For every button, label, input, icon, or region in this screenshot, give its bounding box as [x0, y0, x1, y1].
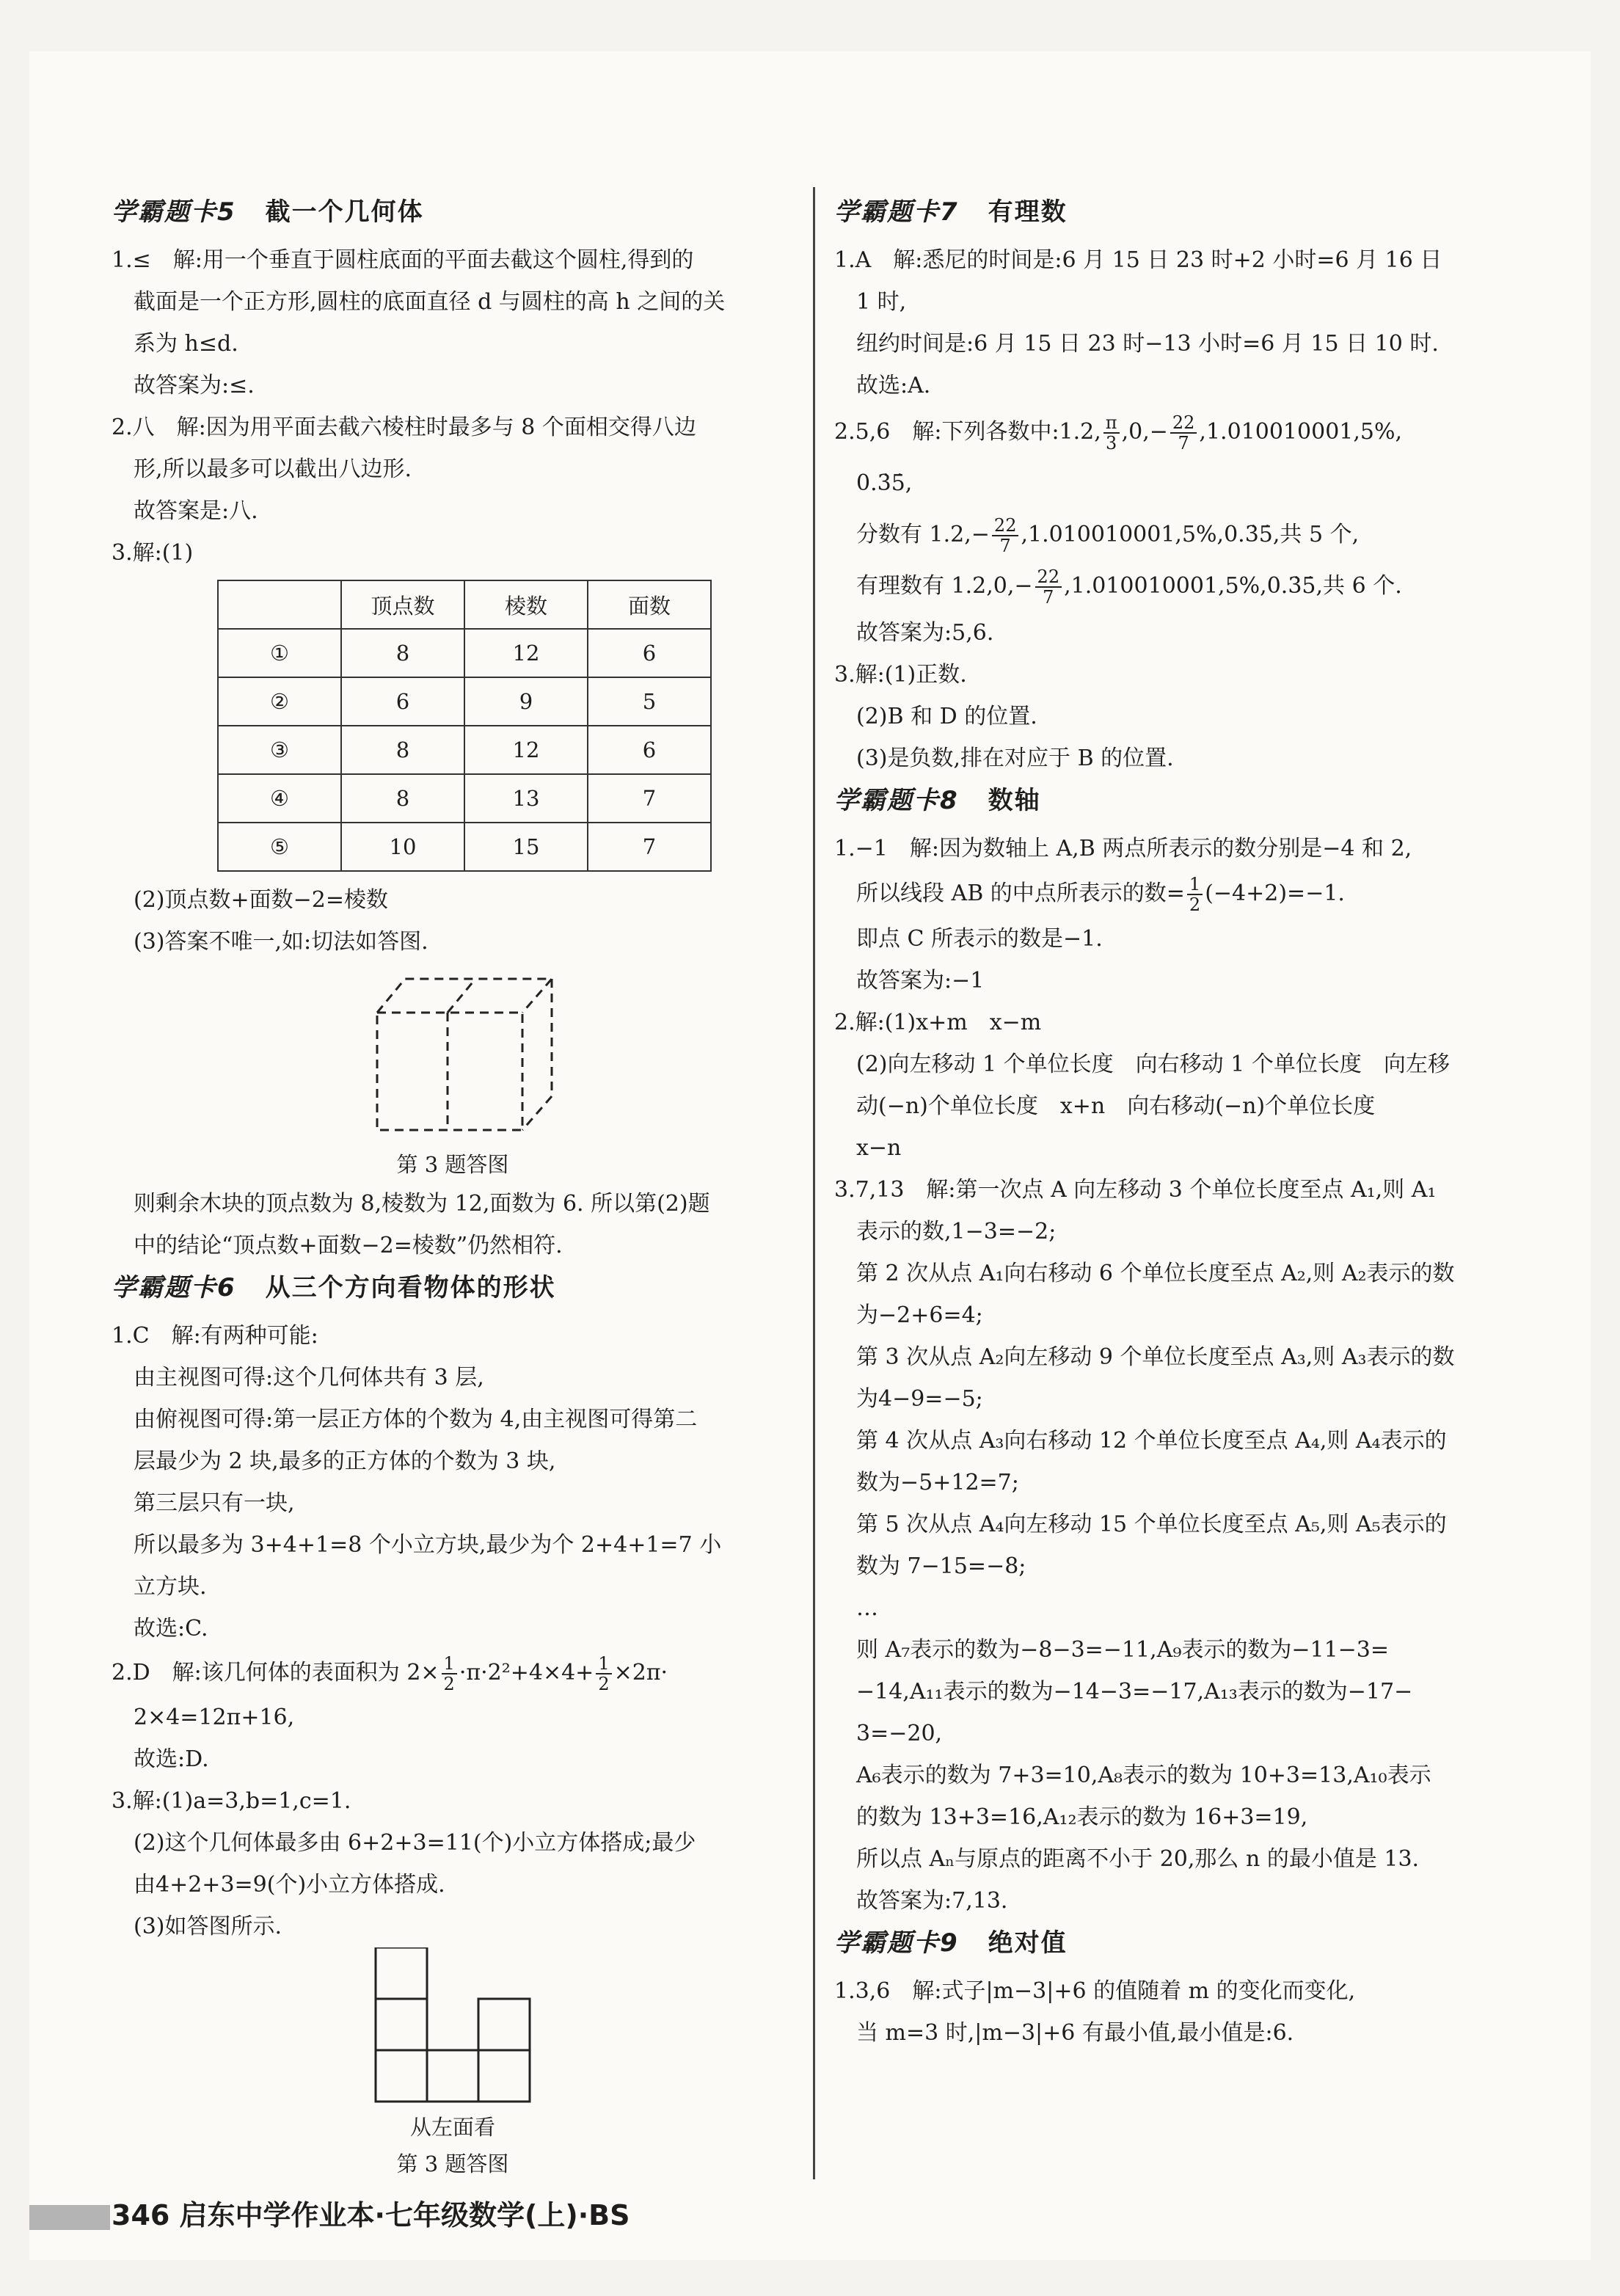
text-line: 纽约时间是:6 月 15 日 23 时−13 小时=6 月 15 日 10 时.: [856, 331, 1439, 357]
table-cell: 5: [588, 677, 711, 726]
text-line: 1.3,6 解:式子|m−3|+6 的值随着 m 的变化而变化,: [834, 1978, 1356, 2004]
text-line: 第 5 次从点 A₄向左移动 15 个单位长度至点 A₅,则 A₅表示的: [856, 1512, 1447, 1537]
table-cell: ①: [218, 629, 341, 677]
page: [29, 51, 1591, 2260]
table-row: [218, 823, 711, 871]
text-line: 形,所以最多可以截出八边形.: [134, 456, 412, 482]
text-line: 故答案为:5,6.: [856, 620, 994, 646]
table-cell: ②: [218, 677, 341, 726]
figure-caption: 第 3 题答图: [396, 2151, 509, 2176]
cube-cut-diagram: [112, 963, 794, 1146]
section-title-6: 学霸题卡6 从三个方向看物体的形状: [112, 1273, 556, 1302]
text-line: 2.D 解:该几何体的表面积为 2× $\frac{1}{2}$ ·π·2²+4×4+ $\frac{1}{2}$ ×2π·: [112, 1653, 668, 1694]
text-line: 由4+2+3=9(个)小立方体搭成.: [134, 1872, 445, 1898]
table-cell: 棱数: [464, 580, 588, 629]
text-line: 2.解:(1)x+m x−m: [834, 1010, 1042, 1035]
text-line: 所以线段 AB 的中点所表示的数= $\frac{1}{2}$ (−4+2)=−1.: [856, 874, 1345, 915]
text-line: 系为 h≤d.: [134, 331, 238, 357]
text-line: A₆表示的数为 7+3=10,A₈表示的数为 10+3=13,A₁₀表示: [856, 1763, 1431, 1788]
footer-bar: [29, 2205, 110, 2230]
text-line: 所以点 Aₙ与原点的距离不小于 20,那么 n 的最小值是 13.: [856, 1846, 1420, 1872]
table-cell: 7: [588, 823, 711, 871]
text-line: 第 2 次从点 A₁向右移动 6 个单位长度至点 A₂,则 A₂表示的数: [856, 1261, 1455, 1286]
text-line: 所以最多为 3+4+1=8 个小立方块,最少为个 2+4+1=7 小: [134, 1532, 722, 1558]
table-cell: 15: [464, 823, 588, 871]
table-cell: [218, 580, 341, 629]
table-row: [218, 774, 711, 823]
text-line: …: [856, 1595, 878, 1621]
text-line: 故选:C.: [134, 1616, 208, 1641]
fraction: $\frac{\pi}{3}$: [1103, 413, 1120, 453]
fraction: $\frac{22}{7}$: [1170, 413, 1197, 453]
table-cell: 面数: [588, 580, 711, 629]
text-line: 动(−n)个单位长度 x+n 向右移动(−n)个单位长度: [856, 1093, 1376, 1119]
answer-table: [217, 580, 712, 872]
text-line: 故答案为:7,13.: [856, 1888, 1008, 1914]
text-line: 1.≤ 解:用一个垂直于圆柱底面的平面去截这个圆柱,得到的: [112, 247, 694, 273]
fraction: $\frac{22}{7}$: [1035, 567, 1062, 607]
text-line: 2.八 解:因为用平面去截六棱柱时最多与 8 个面相交得八边: [112, 415, 696, 440]
left-column: [112, 191, 794, 2182]
text-line: 当 m=3 时,|m−3|+6 有最小值,最小值是:6.: [856, 2020, 1294, 2046]
page-footer: 346 启东中学作业本·七年级数学(上)·BS: [112, 2199, 630, 2231]
text-line: 3=−20,: [856, 1721, 943, 1746]
table-cell: 12: [464, 726, 588, 774]
column-divider: [813, 187, 815, 2179]
table-cell: 7: [588, 774, 711, 823]
section-title-5: 学霸题卡5 截一个几何体: [112, 197, 424, 227]
fraction: $\frac{1}{2}$: [596, 1654, 611, 1694]
text-line: 故选:D.: [134, 1746, 209, 1772]
text-line: 的数为 13+3=16,A₁₂表示的数为 16+3=19,: [856, 1804, 1308, 1830]
text-line: (2)这个几何体最多由 6+2+3=11(个)小立方体搭成;最少: [134, 1830, 696, 1856]
table-cell: 12: [464, 629, 588, 677]
table-cell: 8: [341, 629, 464, 677]
text-line: x−n: [856, 1135, 902, 1161]
text-line: −14,A₁₁表示的数为−14−3=−17,A₁₃表示的数为−17−: [856, 1679, 1413, 1705]
fraction: $\frac{1}{2}$: [1187, 875, 1203, 914]
table-cell: 9: [464, 677, 588, 726]
text-line: 1.−1 解:因为数轴上 A,B 两点所表示的数分别是−4 和 2,: [834, 836, 1412, 861]
table-cell: ③: [218, 726, 341, 774]
table-cell: ④: [218, 774, 341, 823]
figure-label: 从左面看: [409, 2115, 495, 2140]
text-line: 故选:A.: [856, 373, 931, 398]
text-line: 为4−9=−5;: [856, 1386, 983, 1412]
text-line: 1 时,: [856, 289, 907, 315]
figure-caption: 第 3 题答图: [396, 1152, 509, 1177]
text-line: 故答案是:八.: [134, 498, 258, 524]
text-line: 2.5,6 解:下列各数中:1.2, $\frac{\pi}{3}$ ,0,− $\frac{22}{7}$ ,1.010010001,5%,: [834, 412, 1403, 453]
text-line: 1.C 解:有两种可能:: [112, 1323, 318, 1349]
text-line: (2)顶点数+面数−2=棱数: [134, 887, 388, 913]
left-view-figure: [112, 1947, 794, 2109]
table-cell: 10: [341, 823, 464, 871]
text-line: 3.解:(1)a=3,b=1,c=1.: [112, 1788, 351, 1814]
text-line: 有理数有 1.2,0,− $\frac{22}{7}$ ,1.010010001,5%,0.3̇5̇,共 6 个.: [856, 566, 1402, 608]
left-view-grid: [112, 1947, 794, 2109]
text-line: (2)向左移动 1 个单位长度 向右移动 1 个单位长度 向左移: [856, 1052, 1450, 1077]
table-cell: 顶点数: [341, 580, 464, 629]
text-line: 则 A₇表示的数为−8−3=−11,A₉表示的数为−11−3=: [856, 1637, 1390, 1663]
table-row: [218, 726, 711, 774]
table-row: [218, 629, 711, 677]
cube-cut-figure: [112, 963, 794, 1146]
text-line: 故答案为:≤.: [134, 373, 255, 398]
text-line: 层最少为 2 块,最多的正方体的个数为 3 块,: [134, 1448, 556, 1474]
table-cell: 13: [464, 774, 588, 823]
section-title-7: 学霸题卡7 有理数: [834, 197, 1068, 227]
table-cell: 8: [341, 774, 464, 823]
text-line: 表示的数,1−3=−2;: [856, 1219, 1057, 1244]
table-cell: 6: [588, 629, 711, 677]
section-title-8: 学霸题卡8 数轴: [834, 786, 1041, 815]
text-line: 分数有 1.2,− $\frac{22}{7}$ ,1.010010001,5%,0.3̇5̇,共 5 个,: [856, 515, 1360, 556]
text-line: 截面是一个正方形,圆柱的底面直径 d 与圆柱的高 h 之间的关: [134, 289, 726, 315]
text-line: 则剩余木块的顶点数为 8,棱数为 12,面数为 6. 所以第(2)题: [134, 1191, 710, 1217]
text-line: 2×4=12π+16,: [134, 1705, 295, 1730]
fraction: $\frac{1}{2}$: [442, 1654, 457, 1694]
text-line: 第 3 次从点 A₂向左移动 9 个单位长度至点 A₃,则 A₃表示的数: [856, 1344, 1455, 1370]
text-line: 由主视图可得:这个几何体共有 3 层,: [134, 1365, 484, 1391]
text-line: 3.解:(1)正数.: [834, 662, 967, 688]
fraction: $\frac{22}{7}$: [992, 516, 1019, 555]
table-cell: 6: [341, 677, 464, 726]
text-line: 为−2+6=4;: [856, 1302, 983, 1328]
text-line: 3.解:(1): [112, 540, 194, 566]
text-line: 第 4 次从点 A₃向右移动 12 个单位长度至点 A₄,则 A₄表示的: [856, 1428, 1447, 1454]
text-line: 0.3̇5̇,: [856, 470, 913, 496]
text-line: 故答案为:−1: [856, 968, 985, 994]
text-line: (3)答案不唯一,如:切法如答图.: [134, 929, 428, 955]
text-line: 数为 7−15=−8;: [856, 1553, 1026, 1579]
table-cell: 8: [341, 726, 464, 774]
table-cell: ⑤: [218, 823, 341, 871]
text-line: 数为−5+12=7;: [856, 1470, 1019, 1495]
table-row: [218, 677, 711, 726]
text-line: 第三层只有一块,: [134, 1490, 295, 1516]
text-line: 3.7,13 解:第一次点 A 向左移动 3 个单位长度至点 A₁,则 A₁: [834, 1177, 1437, 1203]
text-line: (3)是负数,排在对应于 B 的位置.: [856, 746, 1174, 771]
text-line: (3)如答图所示.: [134, 1914, 282, 1939]
text-line: 由俯视图可得:第一层正方体的个数为 4,由主视图可得第二: [134, 1407, 698, 1432]
table-cell: 6: [588, 726, 711, 774]
text-line: 立方块.: [134, 1574, 207, 1600]
text-line: 中的结论“顶点数+面数−2=棱数”仍然相符.: [134, 1233, 563, 1258]
text-line: 即点 C 所表示的数是−1.: [856, 926, 1103, 952]
section-title-9: 学霸题卡9 绝对值: [834, 1928, 1068, 1958]
table-header-row: [218, 580, 711, 629]
text-line: 1.A 解:悉尼的时间是:6 月 15 日 23 时+2 小时=6 月 16 日: [834, 247, 1442, 273]
text-line: (2)B 和 D 的位置.: [856, 704, 1037, 729]
right-column: [834, 191, 1539, 2054]
